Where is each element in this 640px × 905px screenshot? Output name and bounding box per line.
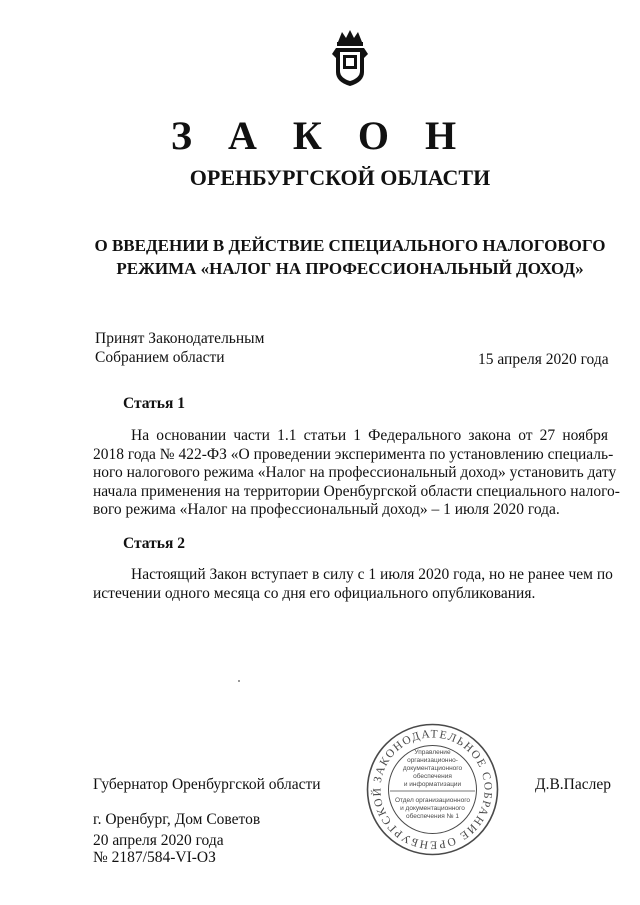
governor-title: Губернатор Оренбургской области	[93, 776, 321, 793]
scan-speck	[238, 680, 240, 682]
seal-inner-text: и информатизации	[403, 781, 462, 788]
seal-inner-text: Отдел организационного	[394, 797, 471, 804]
governor-name: Д.В.Паслер	[535, 776, 611, 793]
article-1-line: 2018 года № 422-ФЗ «О проведении эксперимента по установлению специаль-	[93, 445, 614, 463]
article-2-line: истечении одного месяца со дня его официального опубликования.	[93, 584, 536, 602]
document-type-title: З А К О Н	[170, 113, 470, 158]
article-1-text	[93, 427, 620, 520]
seal-inner-text: обеспечения № 1	[406, 813, 459, 820]
article-1-line: начала применения на территории Оренбургской области специального налого-	[93, 482, 620, 500]
seal-ring-text: ЗАКОНОДАТЕЛЬНОЕ СОБРАНИЕ ОРЕНБУРГСКОЙ	[371, 728, 494, 851]
seal-inner-text: и документационного	[400, 805, 465, 812]
law-number: № 2187/584-VI-ОЗ	[93, 849, 216, 866]
article-1-heading: Статья 1	[123, 395, 185, 412]
article-2-text	[93, 566, 613, 603]
seal-inner-text: Управление	[414, 749, 451, 756]
adoption-date: 15 апреля 2020 года	[478, 351, 609, 368]
article-2-line: Настоящий Закон вступает в силу с 1 июля 2020 года, но не ранее чем по	[131, 566, 613, 583]
signing-date: 20 апреля 2020 года	[93, 832, 224, 849]
coat-of-arms-icon	[330, 28, 370, 88]
adoption-line-1: Принят Законодательным	[95, 330, 265, 347]
article-1-line: ного налогового режима «Налог на профессиональный доход» установить дату	[93, 464, 617, 481]
region-title: ОРЕНБУРГСКОЙ ОБЛАСТИ	[189, 165, 491, 190]
seal-inner-text: обеспечения	[413, 773, 452, 780]
adoption-line-2: Собранием области	[95, 349, 225, 366]
law-subject-line-2: РЕЖИМА «НАЛОГ НА ПРОФЕССИОНАЛЬНЫЙ ДОХОД»	[116, 259, 584, 278]
signing-place: г. Оренбург, Дом Советов	[93, 811, 261, 828]
seal-inner-text: организационно-	[407, 757, 458, 764]
official-seal-stamp	[365, 722, 500, 857]
law-subject-line-1: О ВВЕДЕНИИ В ДЕЙСТВИЕ СПЕЦИАЛЬНОГО НАЛОГОВОГО	[94, 236, 606, 255]
article-2-heading: Статья 2	[123, 535, 185, 552]
seal-inner-text: документационного	[402, 765, 463, 772]
article-1-line: На основании части 1.1 статьи 1 Федерального закона от 27 ноября	[131, 427, 608, 444]
article-1-line: вого режима «Налог на профессиональный доход» – 1 июля 2020 года.	[93, 501, 560, 518]
